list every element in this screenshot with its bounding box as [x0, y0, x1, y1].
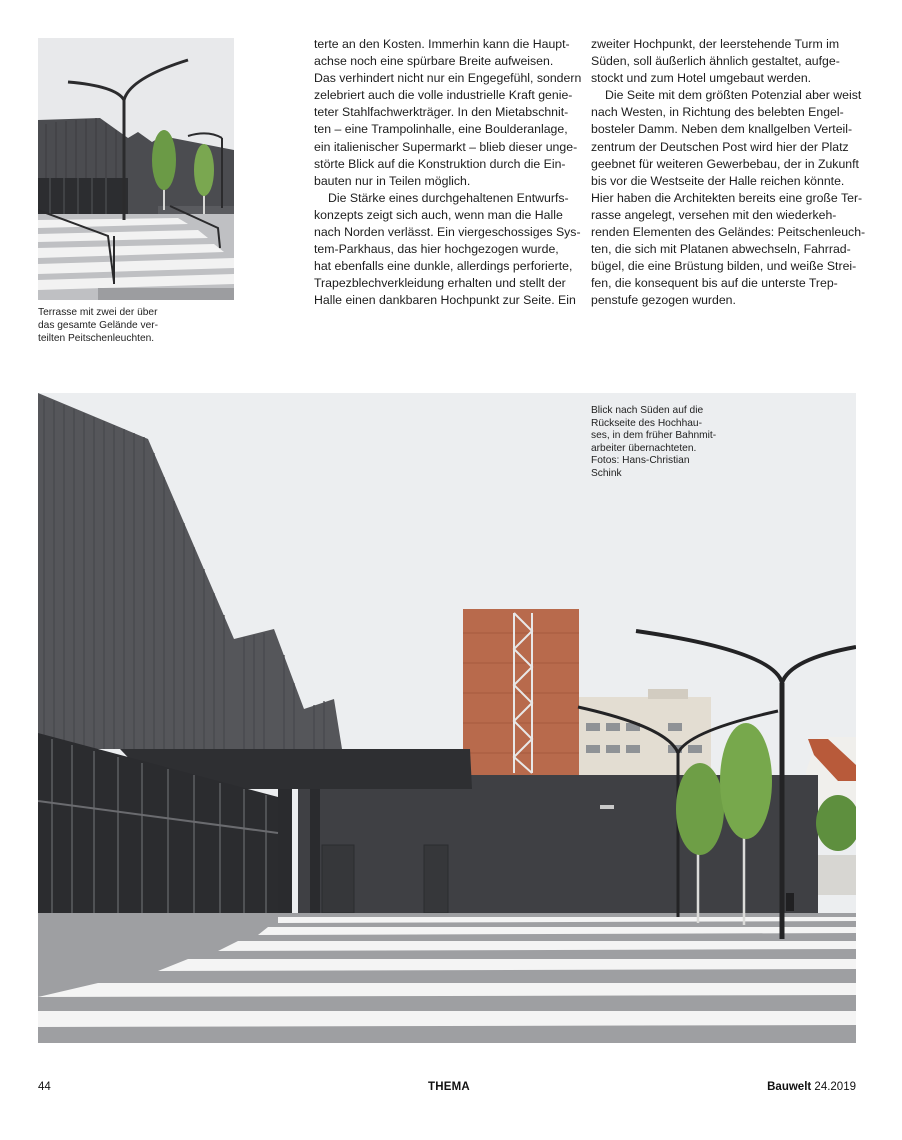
- caption-line: arbeiter übernachteten.: [591, 442, 697, 454]
- article-line: nach Norden verlässt. Ein viergeschossiges Sys-: [314, 225, 581, 240]
- article-line: rasse angelegt, versehen mit den wiederkeh-: [591, 207, 837, 222]
- article-line: tem-Parkhaus, das hier hochgezogen wurde,: [314, 242, 559, 257]
- caption-line: Rückseite des Hochhau-: [591, 417, 702, 429]
- article-column-2: [591, 36, 866, 310]
- caption-line: Fotos: Hans-Christian: [591, 455, 690, 467]
- article-line: Das verhindert nicht nur ein Engegefühl, sondern: [314, 71, 582, 86]
- terrace-photo: [38, 38, 234, 300]
- article-line: bauten nur in Teilen möglich.: [314, 173, 471, 188]
- article-line: hat ebenfalls eine dunkle, allerdings perforierte,: [314, 259, 573, 274]
- caption-line: Terrasse mit zwei der über: [38, 307, 158, 318]
- article-line: Trapezblechverkleidung erhalten und stellt der: [314, 276, 566, 291]
- article-line: ein italienischer Supermarkt – blieb dieser unge-: [314, 139, 578, 154]
- article-column-1: [314, 36, 582, 310]
- article-line: stockt und zum Hotel umgebaut werden.: [591, 71, 812, 86]
- article-line: Süden, soll äußerlich ähnlich gestaltet, aufge-: [591, 54, 840, 69]
- article-line: störte Blick auf die Konstruktion durch die Ein-: [314, 156, 566, 171]
- article-line: penstufe gezogen wurden.: [591, 293, 736, 308]
- caption-line: das gesamte Gelände ver-: [38, 320, 159, 331]
- article-line: bosteler Damm. Neben dem knallgelben Verteil-: [591, 122, 853, 137]
- magazine-issue: [767, 1081, 856, 1093]
- article-line: achse noch eine spürbare Breite aufweisen.: [314, 54, 554, 69]
- article-line: fen, die konsequent bis auf die unterste Trep-: [591, 276, 838, 291]
- article-line: teter Stahlfachwerkträger. In den Mietabschnit-: [314, 105, 569, 120]
- article-line: Die Seite mit dem größten Potenzial aber weist: [605, 88, 862, 103]
- caption-line: ses, in dem früher Bahnmit-: [591, 430, 717, 442]
- article-line: zweiter Hochpunkt, der leerstehende Turm im: [591, 37, 840, 51]
- article-line: terte an den Kosten. Immerhin kann die Haupt-: [314, 37, 570, 51]
- page-number: 44: [38, 1081, 51, 1093]
- article-line: konzepts zeigt sich auch, wenn man die Halle: [314, 207, 563, 222]
- terrace-photo-caption: [38, 306, 178, 345]
- article-line: ten, die sich mit Platanen abwechseln, Fahrrad-: [591, 242, 851, 257]
- article-line: Die Stärke eines durchgehaltenen Entwurfs-: [328, 190, 569, 205]
- caption-line: Blick nach Süden auf die: [591, 405, 704, 416]
- article-line: bis vor die Westseite der Halle reichen könnte.: [591, 173, 845, 188]
- article-line: geebnet für weiteren Gewerbebau, der in Zukunft: [591, 156, 859, 171]
- article-line: renden Elementen des Geländes: Peitschenleuch-: [591, 225, 866, 240]
- magazine-name: Bauwelt: [767, 1081, 812, 1093]
- article-line: Halle einen dankbaren Hochpunkt zur Seite. Ein: [314, 293, 576, 308]
- south-view-photo: [38, 393, 856, 1043]
- caption-line: teilten Peitschenleuchten.: [38, 333, 155, 344]
- section-label: THEMA: [428, 1081, 470, 1093]
- article-line: nach Westen, in Richtung des belebten Engel-: [591, 105, 844, 120]
- article-line: Hier haben die Architekten bereits eine große Ter-: [591, 190, 863, 205]
- article-line: ten – eine Trampolinhalle, eine Boulderanlage,: [314, 122, 568, 137]
- article-line: zentrum der Deutschen Post wird hier der Platz: [591, 139, 849, 154]
- south-view-photo-caption: [591, 405, 741, 481]
- article-line: bügel, die eine Brüstung bilden, und weiße Strei-: [591, 259, 857, 274]
- caption-line: Schink: [591, 467, 622, 479]
- issue-number: 24.2019: [814, 1081, 856, 1093]
- article-line: zelebriert auch die volle industrielle Kraft genie-: [314, 88, 573, 103]
